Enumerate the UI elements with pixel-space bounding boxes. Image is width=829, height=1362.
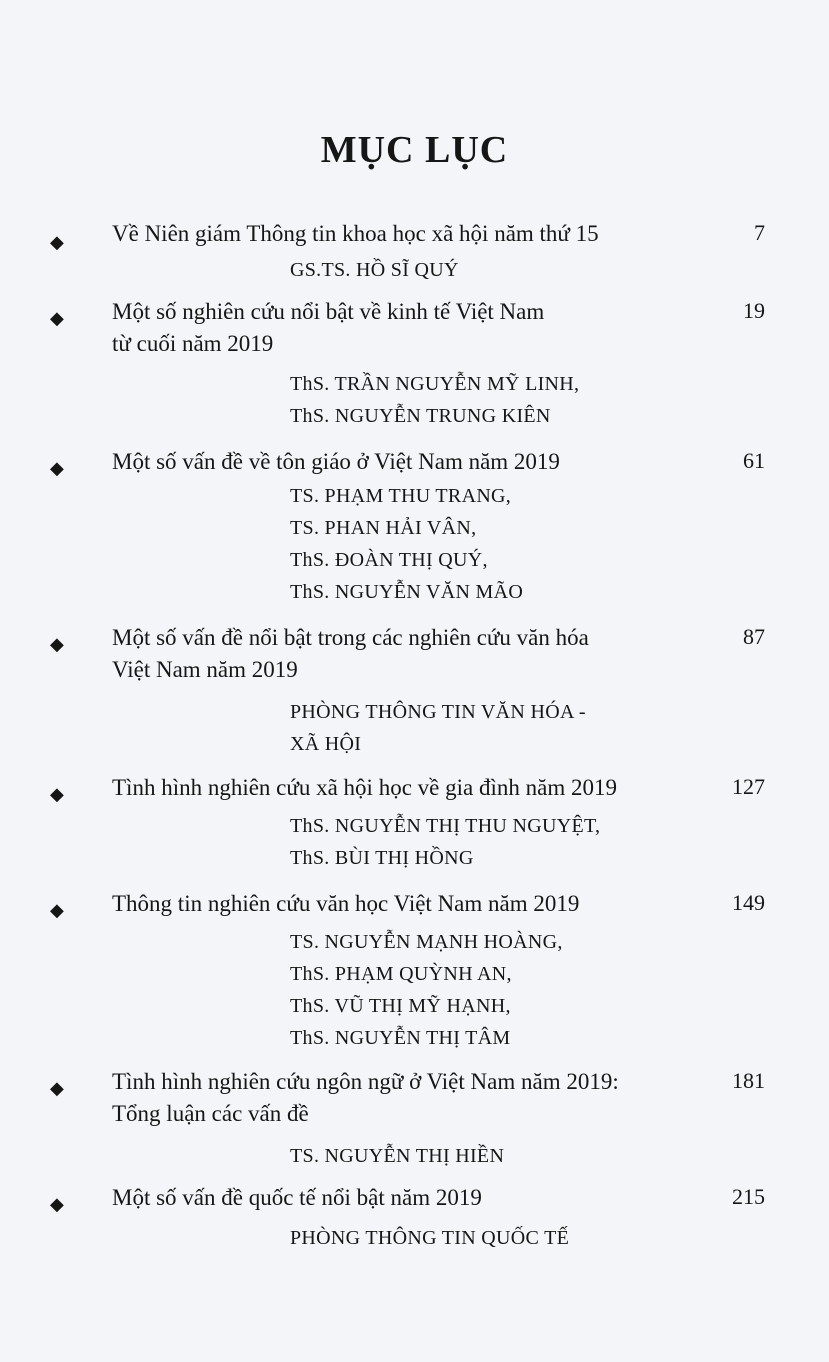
entry-title-line: từ cuối năm 2019 (112, 331, 274, 356)
author-line: ThS. PHẠM QUỲNH AN, (290, 963, 512, 985)
entry-page-number: 181 (732, 1068, 765, 1093)
author-line: ThS. NGUYỄN VĂN MÃO (290, 581, 524, 603)
page-title: MỤC LỤC (320, 129, 509, 171)
author-line: ThS. NGUYỄN TRUNG KIÊN (290, 405, 551, 427)
entry-title-line: Tình hình nghiên cứu xã hội học về gia đình năm 2019 (112, 775, 617, 800)
entry-authors (290, 926, 563, 1054)
entry-authors (290, 810, 600, 874)
entry-title-line: Một số vấn đề quốc tế nổi bật năm 2019 (112, 1185, 482, 1210)
author-line: ThS. VŨ THỊ MỸ HẠNH, (290, 995, 511, 1017)
author-line: GS.TS. HỒ SĨ QUÝ (290, 259, 459, 281)
entry-authors (290, 696, 586, 760)
bullet-icon: ◆ (50, 232, 64, 252)
entry-page-number: 149 (732, 890, 765, 915)
bullet-icon: ◆ (50, 1078, 64, 1098)
entry-title-line: Tổng luận các vấn đề (112, 1101, 309, 1126)
entry-title (112, 218, 599, 250)
author-line: TS. NGUYỄN MẠNH HOÀNG, (290, 931, 563, 953)
bullet-icon: ◆ (50, 900, 64, 920)
entry-title (112, 1182, 482, 1214)
entry-title-line: Việt Nam năm 2019 (112, 657, 298, 682)
author-line: PHÒNG THÔNG TIN QUỐC TẾ (290, 1227, 570, 1249)
entry-page-number: 87 (743, 624, 765, 649)
author-line: XÃ HỘI (290, 733, 362, 755)
entry-page-number: 215 (732, 1184, 765, 1209)
entry-authors (290, 480, 523, 608)
entry-title-line: Một số nghiên cứu nổi bật về kinh tế Việt Nam (112, 299, 545, 324)
entry-title-line: Tình hình nghiên cứu ngôn ngữ ở Việt Nam năm 2019: (112, 1069, 619, 1094)
entry-title (112, 446, 560, 478)
entry-title (112, 1066, 619, 1130)
author-line: TS. PHẠM THU TRANG, (290, 485, 512, 507)
author-line: ThS. NGUYỄN THỊ TÂM (290, 1027, 511, 1049)
author-line: ThS. NGUYỄN THỊ THU NGUYỆT, (290, 815, 601, 837)
author-line: ThS. ĐOÀN THỊ QUÝ, (290, 549, 488, 571)
entry-title (112, 888, 579, 920)
entry-page-number: 127 (732, 774, 765, 799)
entry-title (112, 772, 617, 804)
entry-title (112, 296, 544, 360)
bullet-icon: ◆ (50, 1194, 64, 1214)
author-line: ThS. BÙI THỊ HỒNG (290, 847, 474, 869)
entry-title-line: Một số vấn đề nổi bật trong các nghiên cứu văn hóa (112, 625, 589, 650)
entry-title (112, 622, 589, 686)
bullet-icon: ◆ (50, 308, 64, 328)
entry-page-number: 19 (743, 298, 765, 323)
author-line: ThS. TRẦN NGUYỄN MỸ LINH, (290, 373, 580, 395)
entry-authors (290, 1222, 569, 1254)
author-line: TS. NGUYỄN THỊ HIỀN (290, 1145, 505, 1167)
entry-title-line: Một số vấn đề về tôn giáo ở Việt Nam năm 2019 (112, 449, 560, 474)
author-line: TS. PHAN HẢI VÂN, (290, 517, 477, 539)
entry-authors (290, 254, 459, 286)
entry-page-number: 61 (743, 448, 765, 473)
bullet-icon: ◆ (50, 634, 64, 654)
entry-authors (290, 1140, 504, 1172)
entry-authors (290, 368, 579, 432)
entry-page-number: 7 (754, 220, 765, 245)
entry-title-line: Thông tin nghiên cứu văn học Việt Nam năm 2019 (112, 891, 580, 916)
entry-title-line: Về Niên giám Thông tin khoa học xã hội năm thứ 15 (112, 221, 599, 246)
bullet-icon: ◆ (50, 784, 64, 804)
bullet-icon: ◆ (50, 458, 64, 478)
author-line: PHÒNG THÔNG TIN VĂN HÓA - (290, 701, 586, 723)
